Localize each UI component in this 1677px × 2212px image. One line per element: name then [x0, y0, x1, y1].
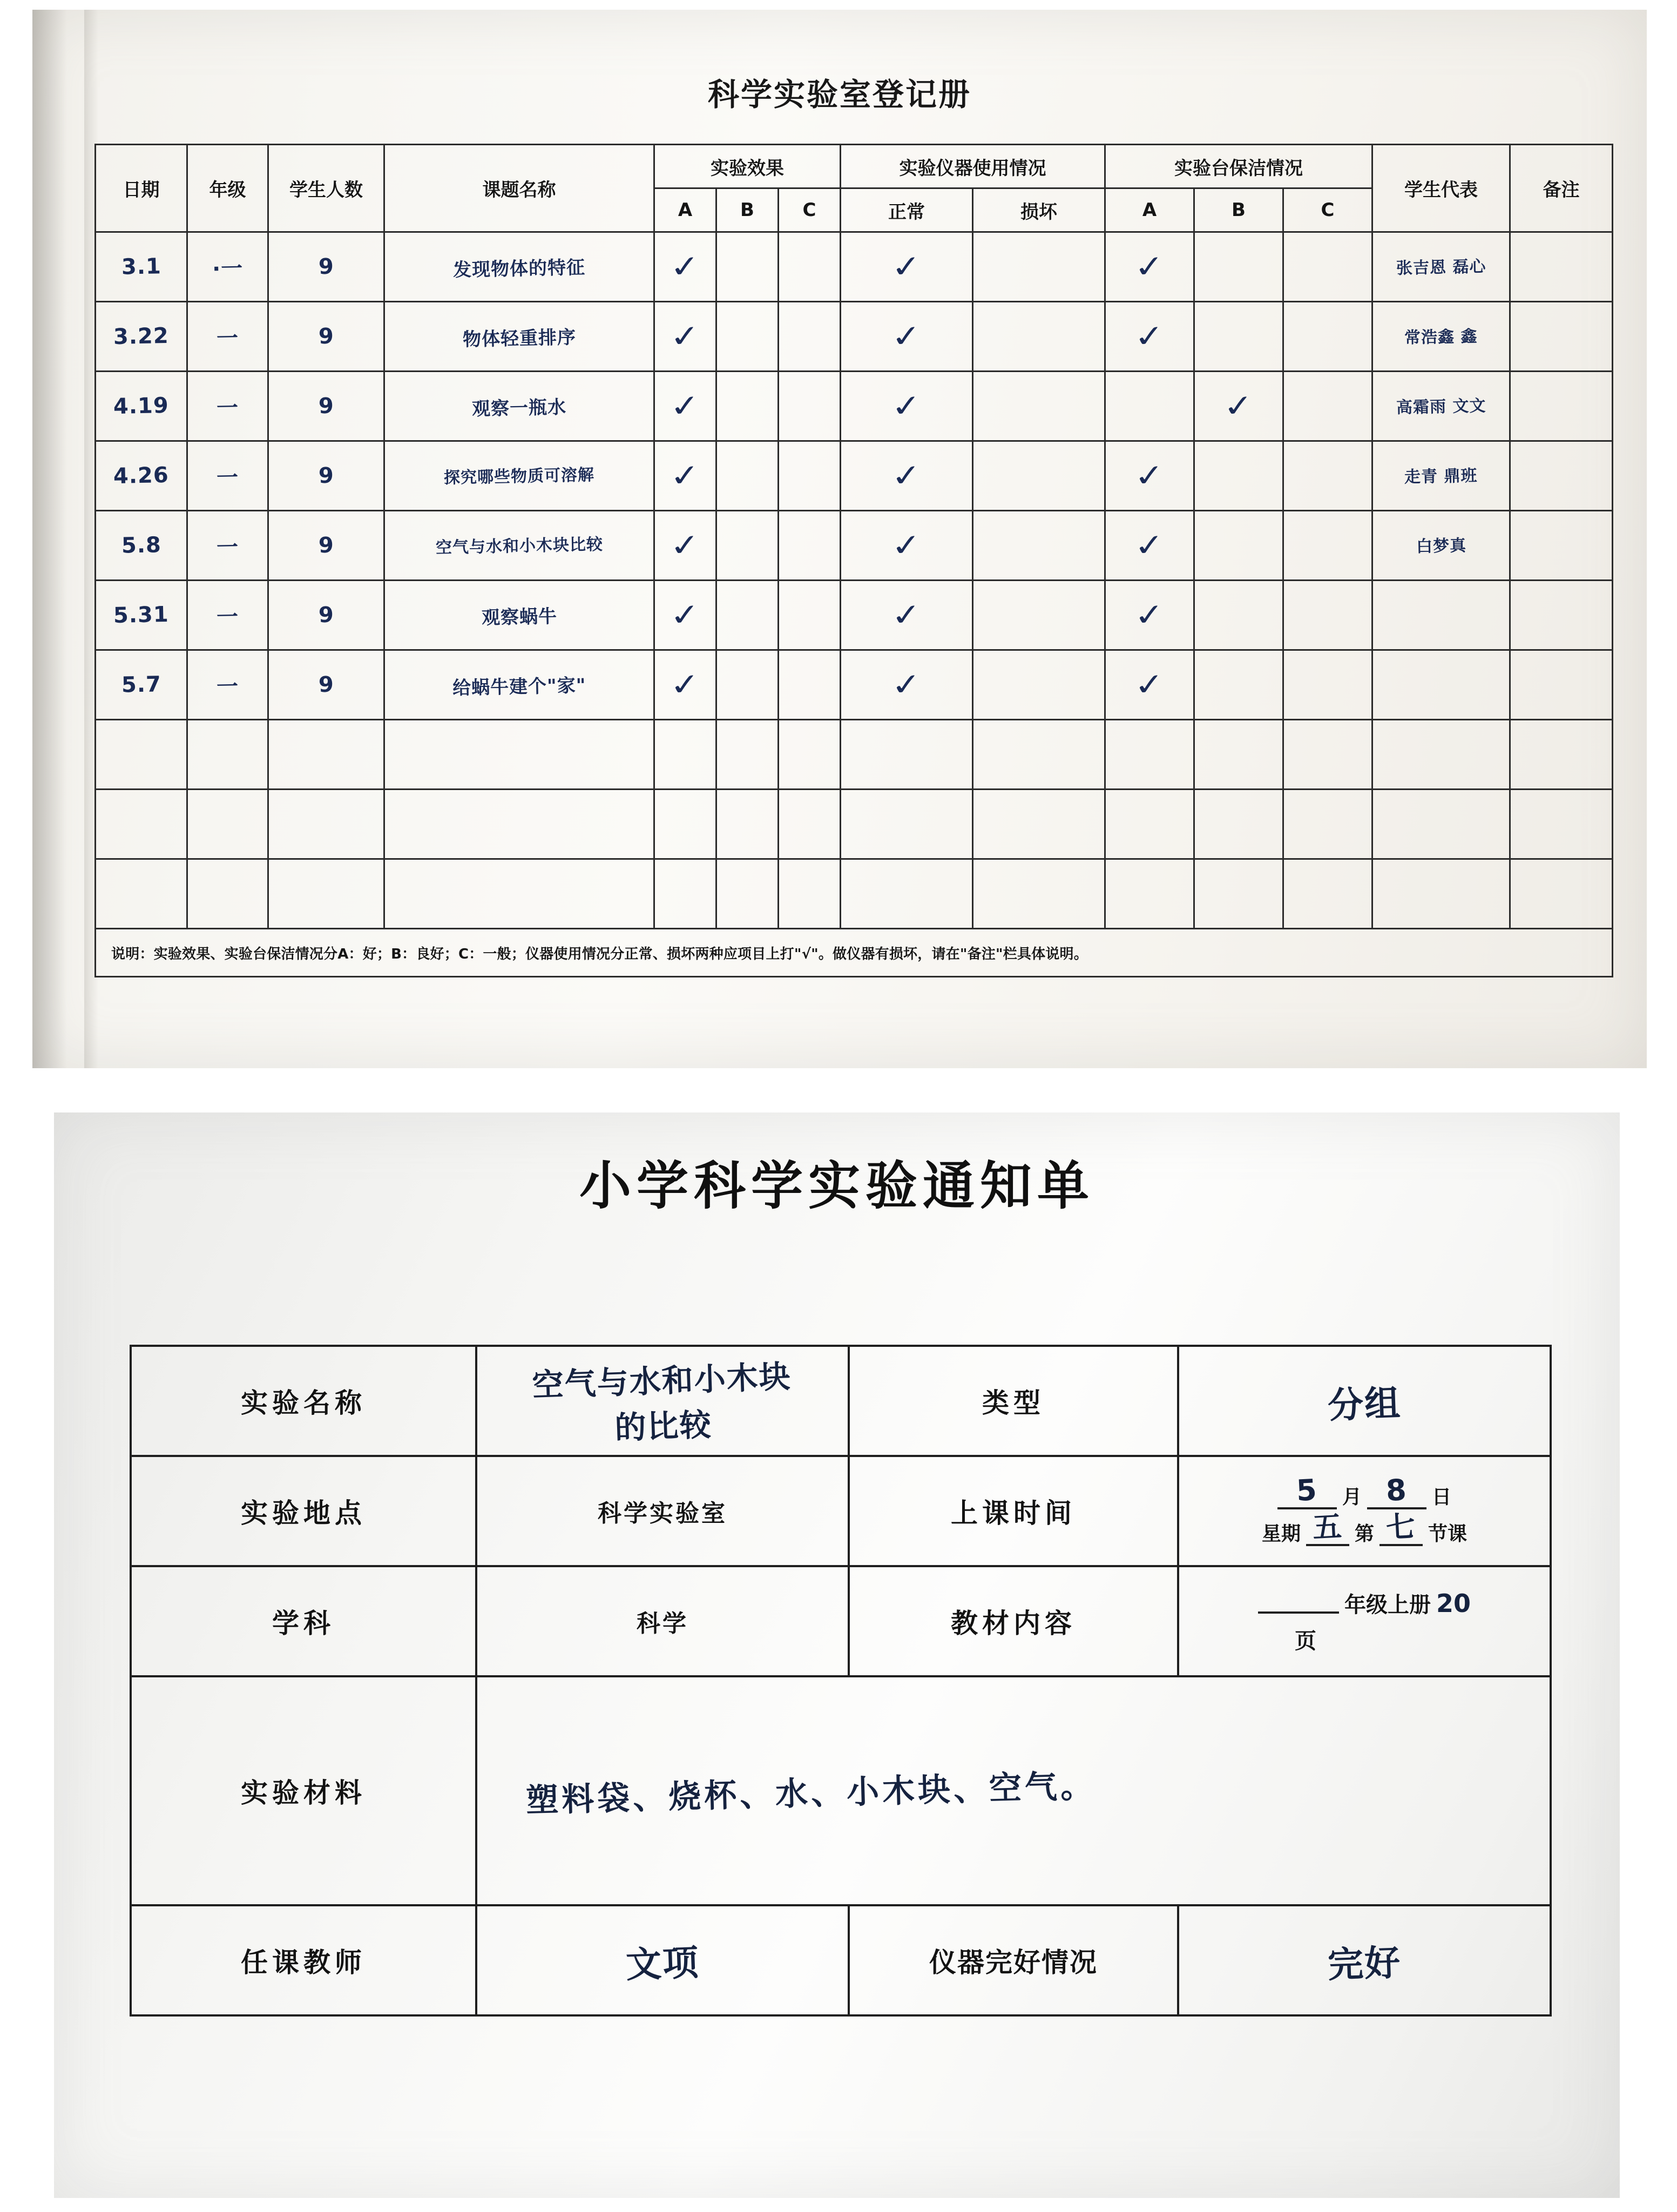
checkmark-icon: ✓	[668, 596, 702, 633]
time-weekday-value: 五	[1311, 1509, 1344, 1545]
col-student-count: 学生人数	[268, 145, 384, 232]
label-textbook: 教材内容	[849, 1566, 1178, 1676]
cell-grade: 一	[216, 395, 239, 421]
sheet1-title: 科学实验室登记册	[707, 76, 971, 113]
cell-remark	[1510, 720, 1613, 790]
cell-grade	[187, 720, 268, 790]
cell-instrument-broken	[973, 232, 1105, 302]
checkmark-icon: ✓	[668, 318, 702, 355]
cell-grade: 一	[216, 674, 239, 699]
cell-grade: 一	[216, 604, 239, 630]
cell-effect-c	[779, 790, 841, 859]
cell-effect-c	[779, 581, 841, 650]
cell-effect-a	[654, 720, 716, 790]
row-location	[131, 1456, 1551, 1566]
cell-effect-b	[716, 581, 779, 650]
label-materials: 实验材料	[131, 1676, 476, 1905]
table-row	[96, 650, 1613, 720]
cell-remark	[1510, 859, 1613, 929]
time-day-unit: 日	[1432, 1486, 1452, 1508]
value-materials: 塑料袋、烧杯、水、小木块、空气。	[476, 1676, 1551, 1905]
cell-grade: 一	[216, 465, 239, 490]
col-remark: 备注	[1510, 145, 1613, 232]
cell-rep: 常浩鑫 鑫	[1404, 327, 1478, 348]
cell-remark	[1510, 441, 1613, 511]
cell-bench-b	[1194, 232, 1283, 302]
cell-effect-b	[716, 372, 779, 441]
cell-bench-b	[1194, 581, 1283, 650]
cell-instrument-broken	[973, 511, 1105, 581]
value-teacher: 文项	[476, 1905, 849, 2015]
cell-topic: 探究哪些物质可溶解	[443, 466, 595, 488]
checkmark-icon: ✓	[889, 596, 924, 633]
label-subject: 学科	[131, 1566, 476, 1676]
cell-bench-b	[1194, 511, 1283, 581]
cell-count: 9	[318, 463, 334, 489]
cell-instrument-broken	[973, 720, 1105, 790]
cell-bench-b	[1194, 650, 1283, 720]
cell-remark	[1510, 232, 1613, 302]
time-month-value: 5	[1295, 1473, 1319, 1508]
label-class-time: 上课时间	[849, 1456, 1178, 1566]
cell-instrument-broken	[973, 859, 1105, 929]
checkmark-icon: ✓	[668, 387, 702, 424]
cell-topic: 物体轻重排序	[462, 326, 576, 350]
experiment-notice-table	[130, 1345, 1552, 2017]
label-exp-name: 实验名称	[131, 1346, 476, 1456]
value-subject: 科学	[476, 1566, 849, 1676]
sub-effect-a: A	[654, 188, 716, 232]
col-date: 日期	[96, 145, 187, 232]
cell-effect-b	[716, 232, 779, 302]
time-period-prefix: 第	[1354, 1523, 1374, 1545]
textbook-tail: 年级上册	[1344, 1593, 1431, 1617]
table-header-row-1	[96, 145, 1613, 188]
label-instrument-state: 仪器完好情况	[849, 1905, 1178, 2015]
cell-effect-c	[779, 232, 841, 302]
cell-effect-b	[716, 859, 779, 929]
cell-bench-a	[1105, 372, 1194, 441]
cell-topic: 观察一瓶水	[471, 396, 567, 420]
cell-date	[96, 859, 187, 929]
value-instrument-state: 完好	[1178, 1905, 1551, 2015]
cell-date: 4.19	[113, 393, 170, 420]
cell-bench-b	[1194, 859, 1283, 929]
time-period-unit: 节课	[1428, 1523, 1468, 1545]
cell-effect-b	[716, 302, 779, 372]
cell-bench-c	[1283, 302, 1372, 372]
cell-rep: 张吉恩 磊心	[1396, 257, 1486, 278]
cell-bench-c	[1283, 720, 1372, 790]
cell-rep	[1372, 720, 1510, 790]
cell-effect-a	[654, 790, 716, 859]
cell-instrument-broken	[973, 441, 1105, 511]
cell-date: 3.22	[113, 323, 170, 350]
cell-effect-c	[779, 372, 841, 441]
textbook-page-unit: 页	[1295, 1629, 1316, 1654]
checkmark-icon: ✓	[889, 666, 924, 703]
cell-instrument-broken	[973, 790, 1105, 859]
checkmark-icon: ✓	[668, 527, 702, 564]
cell-topic: 发现物体的特征	[452, 256, 586, 281]
cell-topic: 观察蜗牛	[481, 605, 557, 629]
textbook-grade-underline	[1258, 1593, 1339, 1614]
value-exp-name: 空气与水和小木块 的比较	[476, 1346, 849, 1456]
cell-bench-c	[1283, 441, 1372, 511]
checkmark-icon: ✓	[889, 457, 924, 494]
sub-instrument-normal: 正常	[841, 188, 973, 232]
checkmark-icon: ✓	[889, 527, 924, 564]
cell-remark	[1510, 302, 1613, 372]
sub-effect-c: C	[779, 188, 841, 232]
table-row	[96, 511, 1613, 581]
cell-rep: 走青 鼎班	[1404, 466, 1478, 487]
cell-rep	[1372, 650, 1510, 720]
cell-effect-c	[779, 859, 841, 929]
checkmark-icon: ✓	[1132, 527, 1167, 564]
checkmark-icon: ✓	[1132, 318, 1167, 355]
col-bench-group: 实验台保洁情况	[1105, 145, 1372, 188]
cell-effect-c	[779, 441, 841, 511]
cell-bench-c	[1283, 232, 1372, 302]
col-instrument-group: 实验仪器使用情况	[841, 145, 1105, 188]
table-row	[96, 372, 1613, 441]
cell-grade: 一	[216, 535, 239, 560]
cell-effect-b	[716, 650, 779, 720]
cell-bench-c	[1283, 859, 1372, 929]
cell-effect-c	[779, 511, 841, 581]
cell-date	[96, 790, 187, 859]
sub-effect-b: B	[716, 188, 779, 232]
cell-topic: 给蜗牛建个"家"	[452, 674, 586, 699]
row-materials	[131, 1676, 1551, 1905]
table-row	[96, 232, 1613, 302]
sheet2-title: 小学科学实验通知单	[579, 1156, 1094, 1216]
cell-topic: 空气与水和小木块比较	[435, 535, 603, 558]
checkmark-icon: ✓	[889, 248, 924, 285]
checkmark-icon: ✓	[1221, 387, 1256, 424]
table-row	[96, 302, 1613, 372]
experiment-notice-sheet	[54, 1112, 1620, 2198]
sub-bench-c: C	[1283, 188, 1372, 232]
cell-count: 9	[318, 672, 334, 698]
row-exp-name	[131, 1346, 1551, 1456]
cell-effect-c	[779, 650, 841, 720]
sub-bench-b: B	[1194, 188, 1283, 232]
sub-instrument-broken: 损坏	[973, 188, 1105, 232]
checkmark-icon: ✓	[1132, 596, 1167, 633]
cell-effect-a	[654, 859, 716, 929]
cell-remark	[1510, 372, 1613, 441]
checkmark-icon: ✓	[889, 318, 924, 355]
cell-bench-c	[1283, 650, 1372, 720]
cell-instrument-broken	[973, 581, 1105, 650]
cell-bench-c	[1283, 511, 1372, 581]
footnote-row	[96, 929, 1613, 977]
label-location: 实验地点	[131, 1456, 476, 1566]
cell-remark	[1510, 581, 1613, 650]
cell-grade: ·一	[212, 255, 244, 282]
value-location: 科学实验室	[476, 1456, 849, 1566]
cell-bench-b	[1194, 441, 1283, 511]
table-row	[96, 720, 1613, 790]
col-topic: 课题名称	[384, 145, 654, 232]
cell-count: 9	[318, 602, 334, 628]
cell-grade	[187, 859, 268, 929]
cell-effect-b	[716, 790, 779, 859]
cell-instrument-broken	[973, 372, 1105, 441]
time-day-value: 8	[1385, 1473, 1409, 1508]
cell-date	[96, 720, 187, 790]
table-row	[96, 441, 1613, 511]
cell-effect-b	[716, 511, 779, 581]
cell-date: 5.8	[121, 532, 161, 558]
time-period-value: 七	[1385, 1509, 1417, 1545]
checkmark-icon: ✓	[668, 248, 702, 285]
row-teacher	[131, 1905, 1551, 2015]
cell-instrument-normal	[841, 859, 973, 929]
sub-bench-a: A	[1105, 188, 1194, 232]
checkmark-icon: ✓	[668, 457, 702, 494]
cell-topic	[384, 790, 654, 859]
cell-rep: 高霜雨 文文	[1396, 396, 1486, 417]
cell-effect-c	[779, 302, 841, 372]
cell-remark	[1510, 511, 1613, 581]
textbook-page: 20	[1436, 1588, 1471, 1618]
cell-bench-b	[1194, 302, 1283, 372]
cell-count	[268, 790, 384, 859]
cell-remark	[1510, 650, 1613, 720]
lab-register-sheet	[32, 10, 1647, 1068]
cell-count: 9	[318, 323, 334, 349]
cell-rep	[1372, 790, 1510, 859]
row-subject	[131, 1566, 1551, 1676]
cell-effect-c	[779, 720, 841, 790]
cell-date: 5.31	[113, 602, 170, 629]
cell-bench-c	[1283, 581, 1372, 650]
value-class-time	[1178, 1456, 1551, 1566]
cell-effect-b	[716, 720, 779, 790]
table-row	[96, 581, 1613, 650]
col-student-rep: 学生代表	[1372, 145, 1510, 232]
cell-instrument-normal	[841, 790, 973, 859]
cell-effect-b	[716, 441, 779, 511]
table-row	[96, 859, 1613, 929]
time-month-unit: 月	[1342, 1486, 1362, 1508]
value-textbook	[1178, 1566, 1551, 1676]
cell-count	[268, 720, 384, 790]
cell-bench-a	[1105, 790, 1194, 859]
cell-rep: 白梦真	[1416, 536, 1466, 556]
checkmark-icon: ✓	[668, 666, 702, 703]
cell-grade: 一	[216, 326, 239, 351]
table-row	[96, 790, 1613, 859]
cell-topic	[384, 859, 654, 929]
label-teacher: 任课教师	[131, 1905, 476, 2015]
lab-register-table	[94, 144, 1613, 977]
cell-bench-a	[1105, 720, 1194, 790]
footnote-text: 说明：实验效果、实验台保洁情况分A：好；B：良好；C：一般；仪器使用情况分正常、损坏两种应项目上打"√"。做仪器有损坏，请在"备注"栏具体说明。	[96, 929, 1613, 977]
time-week-prefix: 星期	[1261, 1523, 1301, 1545]
value-type: 分组	[1178, 1346, 1551, 1456]
cell-date: 5.7	[121, 672, 161, 698]
cell-bench-b	[1194, 720, 1283, 790]
cell-bench-c	[1283, 372, 1372, 441]
cell-date: 3.1	[121, 254, 161, 280]
cell-count: 9	[318, 254, 334, 280]
cell-rep	[1372, 859, 1510, 929]
checkmark-icon: ✓	[1132, 666, 1167, 703]
col-grade: 年级	[187, 145, 268, 232]
cell-bench-b	[1194, 790, 1283, 859]
checkmark-icon: ✓	[1132, 248, 1167, 285]
cell-instrument-broken	[973, 650, 1105, 720]
cell-bench-c	[1283, 790, 1372, 859]
cell-rep	[1372, 581, 1510, 650]
cell-count: 9	[318, 532, 334, 558]
checkmark-icon: ✓	[889, 387, 924, 424]
checkmark-icon: ✓	[1132, 457, 1167, 494]
cell-grade	[187, 790, 268, 859]
cell-date: 4.26	[113, 462, 170, 489]
cell-instrument-normal	[841, 720, 973, 790]
cell-topic	[384, 720, 654, 790]
cell-remark	[1510, 790, 1613, 859]
col-effect-group: 实验效果	[654, 145, 841, 188]
cell-bench-a	[1105, 859, 1194, 929]
cell-count: 9	[318, 393, 334, 419]
cell-instrument-broken	[973, 302, 1105, 372]
cell-count	[268, 859, 384, 929]
label-type: 类型	[849, 1346, 1178, 1456]
